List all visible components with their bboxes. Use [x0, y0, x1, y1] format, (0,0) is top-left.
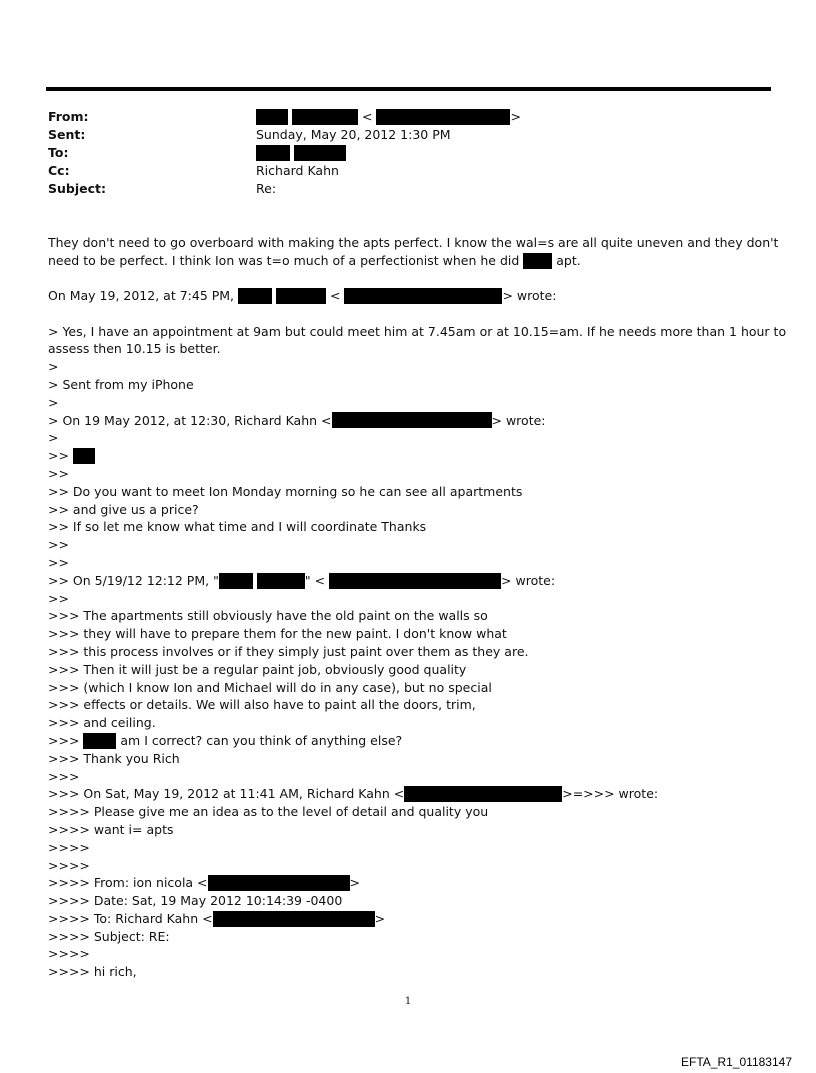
- from-row: [48, 108, 748, 126]
- quote-line: [48, 732, 768, 750]
- quote-line: >> If so let me know what time and I will coordinate Thanks: [48, 519, 427, 535]
- text-segment: >: [349, 875, 361, 891]
- quote-line: [48, 874, 768, 892]
- quote-line: >> Do you want to meet Ion Monday morning so he can see all apartments: [48, 483, 523, 499]
- cc-value: Richard Kahn: [256, 163, 339, 178]
- from-label: From:: [48, 109, 89, 124]
- body-line: They don't need to go overboard with making the apts perfect. I know the wal=s are all quite uneven and they don't: [48, 235, 779, 250]
- quote-line: >>: [48, 537, 69, 553]
- from-value: [256, 108, 748, 126]
- page-number: 1: [404, 996, 412, 1007]
- redaction: [213, 911, 375, 927]
- quote-line: [48, 910, 768, 928]
- cc-label: Cc:: [48, 163, 70, 178]
- quote-line: >>>> want i= apts: [48, 821, 174, 837]
- body-line: [48, 252, 768, 270]
- redaction: [208, 875, 350, 891]
- text-segment: >>> On Sat, May 19, 2012 at 11:41 AM, Richard Kahn <: [48, 786, 405, 802]
- text-segment: >>>> From: ion nicola <: [48, 875, 208, 891]
- quote-line: assess then 10.15 is better.: [48, 341, 221, 357]
- from-lt: <: [362, 109, 373, 124]
- redaction: [523, 253, 552, 269]
- quote-line: >>>> hi rich,: [48, 964, 137, 980]
- text-segment: <: [326, 288, 341, 303]
- quote-line: >>: [48, 554, 69, 570]
- subject-row: [48, 180, 748, 198]
- quote-line: >>>> Date: Sat, 19 May 2012 10:14:39 -0400: [48, 893, 343, 909]
- redaction: [294, 145, 346, 161]
- text-segment: >=>>> wrote:: [562, 786, 659, 802]
- text-segment: > wrote:: [491, 412, 546, 428]
- text-segment: >>>: [48, 732, 84, 748]
- quote-line: >>> Thank you Rich: [48, 750, 180, 766]
- quote-line: >>>>: [48, 857, 90, 873]
- quote-line: >>> this process involves or if they simply just paint over them as they are.: [48, 643, 529, 659]
- header-rule: [46, 87, 771, 91]
- to-label: To:: [48, 145, 69, 160]
- redaction: [329, 573, 501, 589]
- quote-line: >: [48, 430, 59, 446]
- to-row: [48, 144, 748, 162]
- text-segment: apt.: [552, 252, 581, 268]
- cc-row: [48, 162, 748, 180]
- text-segment: > On 19 May 2012, at 12:30, Richard Kahn <: [48, 412, 332, 428]
- text-segment: > wrote:: [502, 288, 557, 303]
- text-segment: need to be perfect. I think Ion was t=o much of a perfectionist when he did: [48, 252, 524, 268]
- quote-line: >> and give us a price?: [48, 501, 199, 517]
- quote-line: >>: [48, 590, 69, 606]
- quote-line: [48, 785, 768, 803]
- redaction: [292, 109, 358, 125]
- from-gt: >: [510, 109, 521, 124]
- quote-line: > Yes, I have an appointment at 9am but could meet him at 7.45am or at 10.15=am. If he needs more than 1 hour to: [48, 323, 787, 339]
- redaction: [83, 733, 116, 749]
- quote-line: [48, 412, 768, 430]
- sent-value: Sunday, May 20, 2012 1:30 PM: [256, 127, 451, 142]
- redaction: [276, 288, 326, 304]
- redaction: [73, 448, 95, 464]
- quote-line: >>>>: [48, 839, 90, 855]
- sent-row: [48, 126, 748, 144]
- quote-line: >>: [48, 465, 69, 481]
- redaction: [219, 573, 253, 589]
- body-paragraph-1: [48, 234, 779, 270]
- email-header: [48, 108, 748, 198]
- document-id: EFTA_R1_01183147: [681, 1055, 792, 1069]
- text-segment: " <: [304, 572, 326, 588]
- redaction: [238, 288, 272, 304]
- quote-line: >: [48, 359, 59, 375]
- quote-line: >>> effects or details. We will also have to paint all the doors, trim,: [48, 697, 476, 713]
- text-segment: >>: [48, 448, 73, 464]
- redaction: [257, 573, 305, 589]
- reply-intro: [48, 287, 768, 305]
- quote-line: >>> The apartments still obviously have the old paint on the walls so: [48, 608, 488, 624]
- redaction: [404, 786, 562, 802]
- to-value: [256, 144, 748, 162]
- quote-line: [48, 572, 768, 590]
- quoted-thread: [48, 287, 787, 981]
- quote-line: >>>>: [48, 946, 90, 962]
- quote-line: >>>> Subject: RE:: [48, 928, 170, 944]
- text-segment: am I correct? can you think of anything else?: [116, 732, 403, 748]
- quote-line: > Sent from my iPhone: [48, 376, 194, 392]
- quote-line: >>> Then it will just be a regular paint job, obviously good quality: [48, 661, 467, 677]
- quote-line: >>> (which I know Ion and Michael will do in any case), but no special: [48, 679, 492, 695]
- redaction: [344, 288, 502, 304]
- quote-line: >>> they will have to prepare them for the new paint. I don't know what: [48, 626, 507, 642]
- text-segment: > wrote:: [501, 572, 556, 588]
- text-segment: >: [374, 910, 386, 926]
- quote-line: >: [48, 394, 59, 410]
- subject-value: Re:: [256, 181, 277, 196]
- text-segment: On May 19, 2012, at 7:45 PM,: [48, 288, 239, 303]
- redaction: [256, 145, 290, 161]
- sent-label: Sent:: [48, 127, 86, 142]
- quote-line: >>>> Please give me an idea as to the level of detail and quality you: [48, 804, 489, 820]
- redaction: [256, 109, 288, 125]
- quote-line: >>>: [48, 768, 80, 784]
- quote-line: [48, 447, 768, 465]
- quote-line: >>> and ceiling.: [48, 715, 156, 731]
- redaction: [332, 412, 492, 428]
- redaction: [376, 109, 510, 125]
- subject-label: Subject:: [48, 181, 106, 196]
- text-segment: >> On 5/19/12 12:12 PM, ": [48, 572, 219, 588]
- text-segment: >>>> To: Richard Kahn <: [48, 910, 213, 926]
